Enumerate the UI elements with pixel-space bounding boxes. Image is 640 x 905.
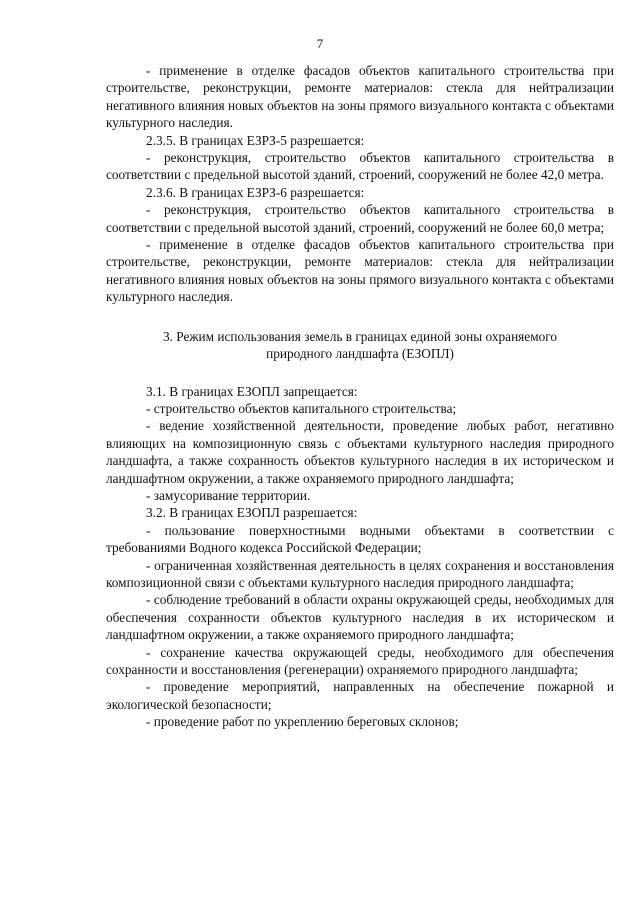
paragraph-ezrz6-heading: 2.3.6. В границах ЕЗРЗ-6 разрешается: xyxy=(146,184,365,200)
paragraph-glass-facade-ezrz4: - применение в отделке фасадов объектов капитального строительства при строительстве, реконструкции, ремонте материалов: стекла для нейтрализации негативного влияния новых объектов на зоны прямого визуального контакта с объектами культурного наследия. xyxy=(106,63,614,131)
paragraph-ezrz6-glass-facade: - применение в отделке фасадов объектов капитального строительства при строительстве, реконструкции, ремонте материалов: стекла для нейтрализации негативного влияния новых объектов на зоны прямого визуального контакта с объектами культурного наследия. xyxy=(106,237,614,305)
section-heading: 3. Режим использования земель в границах единой зоны охраняемого природного ландшафта (ЕЗОПЛ) xyxy=(162,328,558,362)
paragraph-ezrz6-height: - реконструкция, строительство объектов капитального строительства в соответствии с предельной высотой зданий, строений, сооружений не более 60,0 метра; xyxy=(106,202,614,235)
list-item-environment-quality: - сохранение качества окружающей среды, необходимого для обеспечения сохранности и восстановления (регенерации) охраняемого природного ландшафта; xyxy=(106,644,614,677)
list-item-no-economic-activity: - ведение хозяйственной деятельности, проведение любых работ, негативно влияющих на композиционную связь с объектами культурного наследия природного ландшафта, а также сохранность объектов культурного наследия в их историческом и ландшафтном окружении, а также охраняемого природного ландшафта; xyxy=(106,418,614,486)
list-item-no-construction: - строительство объектов капитального строительства; xyxy=(146,400,457,416)
paragraph-ezopl-prohibited-heading: 3.1. В границах ЕЗОПЛ запрещается: xyxy=(146,383,358,399)
paragraph-ezopl-allowed-heading: 3.2. В границах ЕЗОПЛ разрешается: xyxy=(146,505,358,521)
paragraph-ezrz5-height: - реконструкция, строительство объектов капитального строительства в соответствии с предельной высотой зданий, строений, сооружений не более 42,0 метра. xyxy=(106,150,614,183)
list-item-water-use: - пользование поверхностными водными объектами в соответствии с требованиями Водного кодекса Российской Федерации; xyxy=(106,522,614,556)
paragraph-ezrz5-heading: 2.3.5. В границах ЕЗРЗ-5 разрешается: xyxy=(146,132,365,148)
list-item-environment-requirements: - соблюдение требований в области охраны окружающей среды, необходимых для обеспечения сохранности объектов культурного наследия в их историческом и ландшафтном окружении, а также охраняемого природного ландшафта; xyxy=(106,592,614,643)
page-number: 7 xyxy=(316,36,324,51)
list-item-limited-activity: - ограниченная хозяйственная деятельность в целях сохранения и восстановления композиционной связи с объектами культурного наследия природного ландшафта; xyxy=(106,557,614,590)
list-item-fire-safety: - проведение мероприятий, направленных на обеспечение пожарной и экологической безопасности; xyxy=(106,679,614,712)
list-item-no-littering: - замусоривание территории. xyxy=(146,487,311,503)
document-body xyxy=(106,62,614,731)
list-item-bank-reinforcement: - проведение работ по укреплению береговых склонов; xyxy=(146,714,459,730)
